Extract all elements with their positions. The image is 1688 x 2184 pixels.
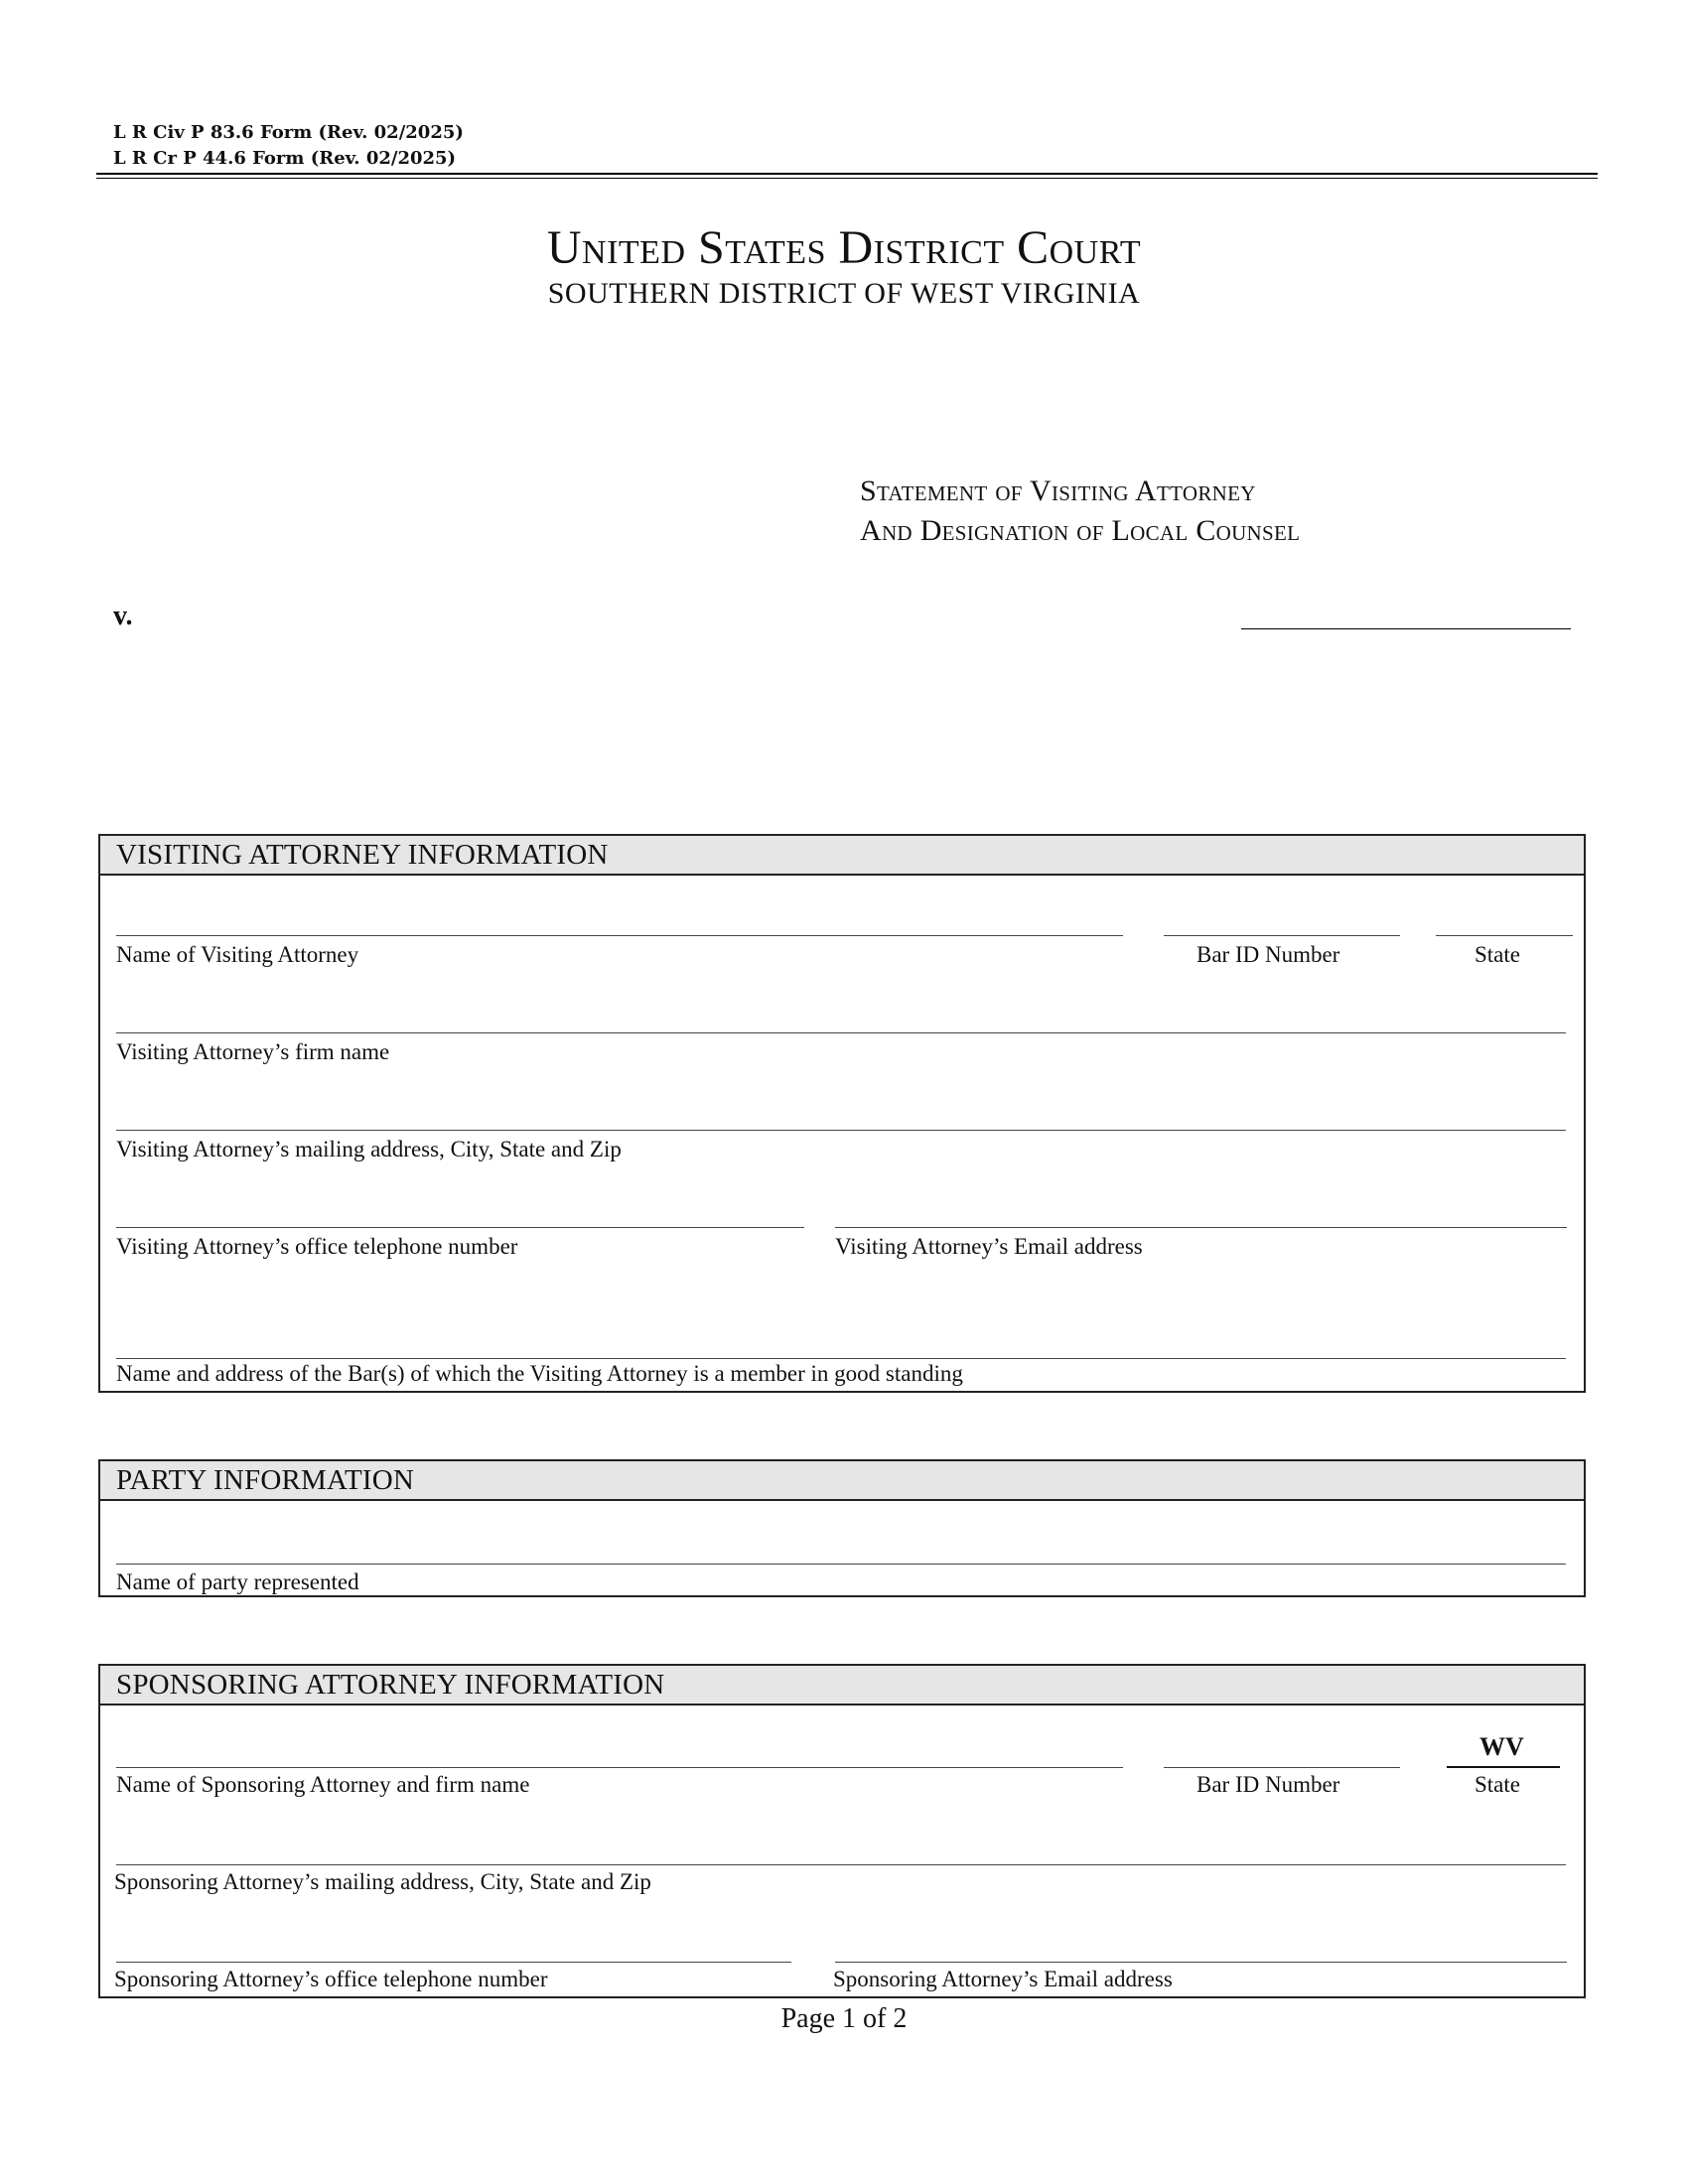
sponsoring-attorney-bar-id-label: Bar ID Number [1196,1772,1340,1797]
form-id-civil: L R Civ P 83.6 Form (Rev. 02/2025) [113,122,464,143]
page-number: Page 1 of 2 [780,2003,908,2034]
visiting-attorney-phone-field[interactable] [116,1227,804,1228]
party-name-label: Name of party represented [116,1570,359,1594]
visiting-attorney-email-field[interactable] [835,1227,1567,1228]
sponsoring-attorney-state-label: State [1475,1772,1520,1797]
visiting-attorney-email-label: Visiting Attorney’s Email address [835,1234,1143,1259]
visiting-attorney-bar-id-field[interactable] [1164,935,1400,936]
sponsoring-attorney-name-field[interactable] [116,1767,1123,1768]
visiting-attorney-firm-label: Visiting Attorney’s firm name [116,1039,390,1064]
case-number-line[interactable] [1241,628,1571,629]
party-heading: PARTY INFORMATION [100,1461,1584,1501]
sponsoring-attorney-email-label: Sponsoring Attorney’s Email address [833,1967,1173,1991]
party-section [98,1459,1586,1597]
header-rule-top [96,173,1598,175]
sponsoring-attorney-heading: SPONSORING ATTORNEY INFORMATION [100,1666,1584,1706]
sponsoring-attorney-state-field[interactable] [1447,1766,1560,1768]
visiting-attorney-bar-membership-field[interactable] [116,1358,1566,1359]
form-id-criminal: L R Cr P 44.6 Form (Rev. 02/2025) [113,148,457,169]
header-rule-bottom [96,178,1598,179]
visiting-attorney-bar-membership-label: Name and address of the Bar(s) of which the Visiting Attorney is a member in good standing [116,1361,963,1386]
visiting-attorney-section [98,834,1586,1393]
visiting-attorney-heading: VISITING ATTORNEY INFORMATION [100,836,1584,876]
court-district: SOUTHERN DISTRICT OF WEST VIRGINIA [547,277,1141,310]
sponsoring-attorney-bar-id-field[interactable] [1164,1767,1400,1768]
visiting-attorney-phone-label: Visiting Attorney’s office telephone number [116,1234,518,1259]
sponsoring-attorney-address-label: Sponsoring Attorney’s mailing address, City, State and Zip [114,1869,651,1894]
visiting-attorney-name-label: Name of Visiting Attorney [116,942,359,967]
sponsoring-attorney-phone-label: Sponsoring Attorney’s office telephone number [114,1967,548,1991]
court-name: United States District Court [546,221,1142,274]
visiting-attorney-state-field[interactable] [1436,935,1573,936]
sponsoring-attorney-state-value: WV [1479,1732,1524,1761]
party-name-field[interactable] [116,1564,1566,1565]
sponsoring-attorney-name-label: Name of Sponsoring Attorney and firm name [116,1772,530,1797]
sponsoring-attorney-phone-field[interactable] [116,1962,791,1963]
visiting-attorney-state-label: State [1475,942,1520,967]
document-title-line2: And Designation of Local Counsel [860,514,1301,547]
visiting-attorney-address-label: Visiting Attorney’s mailing address, City, State and Zip [116,1137,622,1161]
sponsoring-attorney-address-field[interactable] [116,1864,1566,1865]
document-title-line1: Statement of Visiting Attorney [860,475,1256,507]
sponsoring-attorney-email-field[interactable] [835,1962,1567,1963]
sponsoring-attorney-section [98,1664,1586,1998]
visiting-attorney-bar-id-label: Bar ID Number [1196,942,1340,967]
visiting-attorney-name-field[interactable] [116,935,1123,936]
visiting-attorney-address-field[interactable] [116,1130,1566,1131]
visiting-attorney-firm-field[interactable] [116,1032,1566,1033]
versus-label: v. [113,601,133,631]
